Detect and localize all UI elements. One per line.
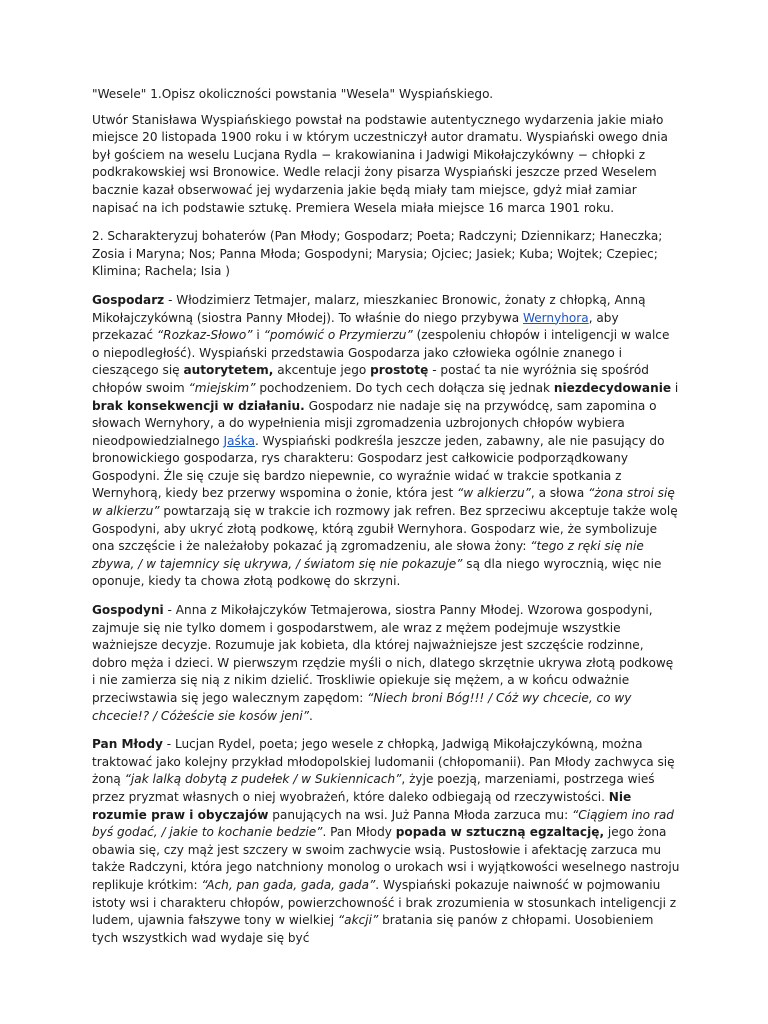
text-run: są dla niego wyrocznią, więc nie oponuje, kiedy ta chowa złotą podkowę do skrzyni.: [92, 556, 662, 589]
wernyhora-link[interactable]: Wernyhora: [522, 310, 589, 325]
quote: “miejskim”: [188, 380, 256, 395]
emphasis: prostotę: [370, 363, 429, 378]
text-run: Gospodarz nie nadaje się na przywódcę, sam zapomina o słowach Wernyhory, a do wypełnienia misji zgromadzenia uzbrojonych chłopów wybiera nieodpowiedzialnego: [92, 398, 657, 448]
gospodarz-term: Gospodarz: [92, 292, 165, 307]
text-run: , żyje poezją, marzeniami, postrzega wieś przez pryzmat własnych o niej wyobrażeń, które daleko odbiegają od rzeczywistości.: [92, 772, 655, 804]
quote: “tego z ręki się nie zbywa, / w tajemnicy się ukrywa, / światom się nie pokazuje”: [92, 539, 644, 571]
document-page: [92, 86, 680, 958]
pan-mlody-paragraph: [92, 736, 680, 947]
gospodyni-paragraph: [92, 602, 680, 725]
emphasis: brak konsekwencji w działaniu.: [92, 398, 305, 413]
quote: “w alkierzu”: [457, 486, 531, 501]
text-run: powtarzają się w trakcie ich rozmowy jak refren. Bez sprzeciwu akceptuje także wolę Gospodyni, aby ukryć złotą podkowę, którą zgubił Wernyhora. Gospodarz wie, że symbolizuje ona szczęście i że należałoby pokazać ją zgromadzeniu, ale słowa żony:: [92, 504, 678, 554]
text-run: - postać ta nie wyróżnia się spośród chłopów swoim: [92, 363, 649, 395]
text-run: i: [671, 380, 679, 395]
gospodarz-paragraph: [92, 292, 680, 591]
quote: “Niech broni Bóg!!! / Cóż wy chcecie, co wy chcecie!? / Cóżeście sie kosów jeni”: [92, 691, 632, 723]
text-run: . Pan Młody: [322, 825, 396, 840]
quote: “akcji”: [337, 913, 379, 928]
text-run: - Anna z Mikołajczyków Tetmajerowa, siostra Panny Młodej. Wzorowa gospodyni, zajmuje się nie tylko domem i gospodarstwem, ale wraz z mężem podejmuje wszystkie ważniejsze decyzje. Rozumuje jak kobieta, dla której najważniejsze jest szczęście rodzinne, dobro męża i dzieci. W pierwszym rzędzie myśli o nich, dlatego skrzętnie ukrywa złotą podkowę i nie zamierza się nią z nikim dzielić. Troskliwie opiekuje się mężem, a w końcu odważnie przeciwstawia się jego walecznym zapędom:: [92, 603, 674, 705]
emphasis: niezdecydowanie: [553, 380, 672, 395]
quote: “pomówić o Przymierzu”: [263, 328, 413, 343]
quote: “Rozkaz-Słowo”: [156, 328, 253, 343]
quote: “żona stroi się w alkierzu”: [92, 486, 675, 519]
text-run: pochodzeniem. Do tych cech dołącza się jednak: [255, 380, 554, 395]
text-run: panujących na wsi. Już Panna Młoda zarzuca mu:: [268, 807, 572, 822]
pan-mlody-term: Pan Młody: [92, 737, 163, 752]
document-heading: "Wesele" 1.Opisz okoliczności powstania "Wesela" Wyspiańskiego.: [92, 87, 494, 101]
intro-paragraph: Utwór Stanisława Wyspiańskiego powstał na podstawie autentycznego wydarzenia jakie miało miejsce 20 listopada 1900 roku i w którym uczestniczył autor dramatu. Wyspiański owego dnia był gościem na weselu Lucjana Rydla − krakowianina i Jadwigi Mikołajczykówny − chłopki z podkrakowskiej wsi Bronowice. Wedle relacji żony pisarza Wyspiański jeszcze przed Weselem bacznie kazał obserwować jej wydarzenia jakie będą miały tam miejsce, gdyż miał zamiar napisać na ich podstawie sztukę. Premiera Wesela miała miejsce 16 marca 1901 roku.: [92, 112, 668, 215]
text-run: .: [309, 708, 313, 723]
text-run: - Włodzimierz Tetmajer, malarz, mieszkaniec Bronowic, żonaty z chłopką, Anną Mikołajczykówną (siostra Panny Młodej). To właśnie do niego przybywa: [92, 292, 646, 325]
text-run: - Lucjan Rydel, poeta; jego wesele z chłopką, Jadwigą Mikołajczykówną, można traktować jako kolejny przykład młodopolskiej ludomanii (chłopomanii). Pan Młody zachwyca się żoną: [92, 737, 675, 787]
question-2-paragraph: 2. Scharakteryzuj bohaterów (Pan Młody; Gospodarz; Poeta; Radczyni; Dziennikarz; Haneczka; Zosia i Maryna; Nos; Panna Młoda; Gospodyni; Marysia; Ojciec; Jasiek; Kuba; Wojtek; Czepiec; Klimina; Rachela; Isia ): [92, 229, 663, 279]
text-run: . Wyspiański pokazuje naiwność w pojmowaniu istoty wsi i charakteru chłopów, powierzchowność i brak zrozumienia w stosunkach inteligencji z ludem, ujawnia fałszywe tony w wielkiej: [92, 877, 677, 928]
emphasis: autorytetem,: [183, 363, 274, 378]
text-run: (zespoleniu chłopów i inteligencji w walce o niepodległość). Wyspiański przedstawia Gospodarza jako człowieka ogólnie znanego i cieszącego się: [92, 328, 670, 378]
text-run: jego żona obawia się, czy mąż jest szczery w swoim zachwycie wsią. Pustosłowie i afektację zarzuca mu także Radczyni, która jego natchniony monolog o urokach wsi i wyjątkowości weselnego nastroju replikuje krótkim:: [92, 825, 680, 892]
text-run: , a słowa: [530, 486, 589, 501]
emphasis: popada w sztuczną egzaltację,: [395, 825, 605, 840]
jasko-link[interactable]: Jaśka: [223, 433, 255, 448]
gospodyni-term: Gospodyni: [92, 603, 164, 618]
text-run: . Wyspiański podkreśla jeszcze jeden, zabawny, ale nie pasujący do bronowickiego gospodarza, rys charakteru: Gospodarz jest całkowicie podporządkowany Gospodyni. Źle się czuje się bardzo niepewnie, co wyraźnie widać w trakcie spotkania z Wernyhorą, kiedy bez przerwy wspomina o żonie, która jest: [92, 433, 665, 501]
text-run: , aby przekazać: [92, 310, 619, 343]
quote: “Ciągiem ino rad byś godać, / jakie to kochanie bedzie”: [92, 807, 674, 840]
text-run: i: [252, 328, 264, 343]
quote: “jak lalką dobytą z pudełek / w Sukiennicach”: [124, 772, 402, 787]
text-run: bratania się panów z chłopami. Uosobieniem tych wszystkich wad wydaje się być: [92, 913, 654, 945]
text-run: akcentuje jego: [273, 363, 371, 378]
emphasis: Nie rozumie praw i obyczajów: [92, 789, 632, 822]
quote: “Ach, pan gada, gada, gada”: [201, 877, 376, 892]
